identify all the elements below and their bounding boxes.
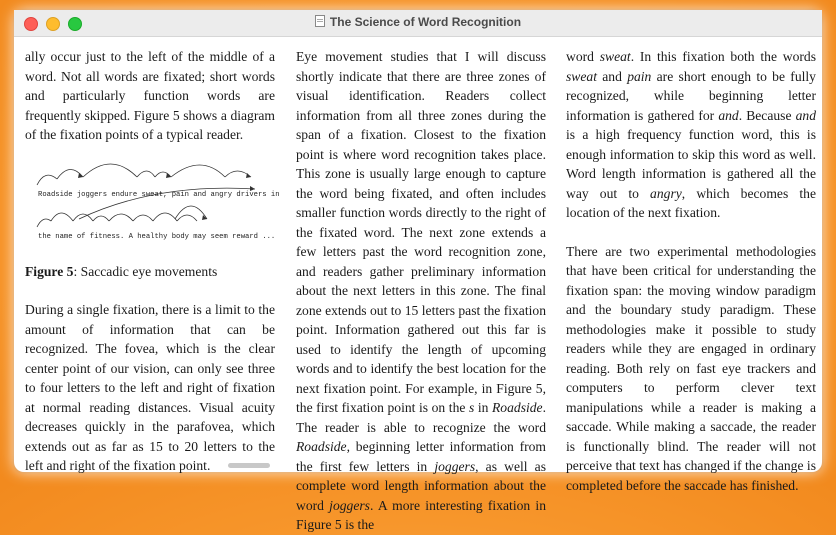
text-run: . A more interesting fixation in Figure 5 is the	[296, 497, 546, 532]
italic-run: pain	[627, 68, 652, 84]
text-run: word	[566, 49, 600, 64]
column-1	[25, 47, 280, 476]
text-run: and	[596, 68, 628, 84]
reader-window	[14, 10, 822, 532]
italic-run: angry	[650, 185, 682, 201]
text-run: , beginning letter information from the first few letters in	[296, 439, 546, 474]
window-title	[14, 15, 822, 29]
column-2	[296, 47, 546, 535]
saccade-figure	[25, 155, 280, 255]
column-3	[566, 47, 816, 495]
document-icon	[315, 15, 325, 27]
window-title-text: The Science of Word Recognition	[329, 15, 522, 29]
italic-run: Roadside	[492, 400, 543, 415]
figure-caption	[25, 262, 275, 282]
italic-run: s	[468, 400, 475, 415]
text-run: . In this fixation both the words	[630, 49, 816, 64]
figure-text-line-2: the name of fitness. A healthy body may seem reward ...	[38, 232, 276, 241]
paragraph: There are two experimental methodologies that have been critical for understanding the fixation span: the moving window paradigm and the boundary study paradigm. These methodologies make it possible to study readers while they are engaged in ordinary reading. Both rely on fast eye trackers and computers to perform clever text manipulations while a reader is making a saccade. While making a saccade, the reader is functionally blind. The reader will not perceive that text has changed if the change is completed before the saccade has finished.	[566, 243, 816, 493]
text-run: , as well as complete word length information about the word	[296, 458, 546, 513]
text-run: . The reader is able to recognize the word	[296, 400, 546, 435]
text-run: is a high frequency function word, this is enough information to skip this word as well. Word length information is gathered all the way out to	[566, 127, 816, 201]
title-bar	[14, 10, 822, 37]
italic-run: Roadside	[296, 439, 347, 454]
text-run: . Because	[738, 107, 796, 123]
italic-run: and	[795, 107, 816, 123]
text-run: Eye movement studies that I will discuss shortly indicate that there are three zones of visual identification. Readers collect information from all three zones during the span of a fixation. Closest to the fixation point is where word recognition takes place. This zone is usually large enough to capture the word being fixated, and often includes smaller function words directly to the right of the fixated word. The next zone extends a few letters past the word recognition zone, and readers gather preliminary information about the next letters in this zone. The final zone extends out to 15 letters past the fixation point. Information gathered out this far is used to identify the length of upcoming words and to identify the best location for the next fixation point. For example, in Figure 5, the first fixation point is on the	[296, 49, 546, 415]
figure-text-line-1: Roadside joggers endure sweat, pain and angry drivers in	[38, 190, 280, 199]
paragraph	[296, 47, 546, 535]
italic-run: joggers	[434, 458, 476, 474]
paragraph: ally occur just to the left of the middle of a word. Not all words are fixated; short words and particularly function words are frequently skipped. Figure 5 shows a diagram of the fixation points of a typical reader.	[25, 49, 275, 142]
text-run: are short enough to be fully recognized, while beginning letter information is gathered for	[566, 68, 816, 123]
document-content	[25, 47, 816, 532]
text-run: , which becomes the location of the next fixation.	[566, 185, 816, 220]
italic-run: sweat	[599, 49, 631, 64]
paragraph	[566, 47, 816, 223]
caption-label: Figure 5	[25, 263, 74, 279]
italic-run: and	[718, 107, 739, 123]
italic-run: joggers	[329, 497, 370, 513]
caption-text: : Saccadic eye movements	[73, 263, 218, 279]
italic-run: sweat	[566, 68, 597, 84]
text-run: in	[474, 400, 492, 415]
paragraph: During a single fixation, there is a limit to the amount of information that can be recognized. The fovea, which is the clear center point of our vision, can only see three to four letters to the left and right of fixation at normal reading distances. Visual acuity decreases quickly in the parafovea, which extends out as far as 15 to 20 letters to the left and right of the fixation point.	[25, 302, 275, 473]
horizontal-scrollbar[interactable]	[228, 463, 270, 468]
